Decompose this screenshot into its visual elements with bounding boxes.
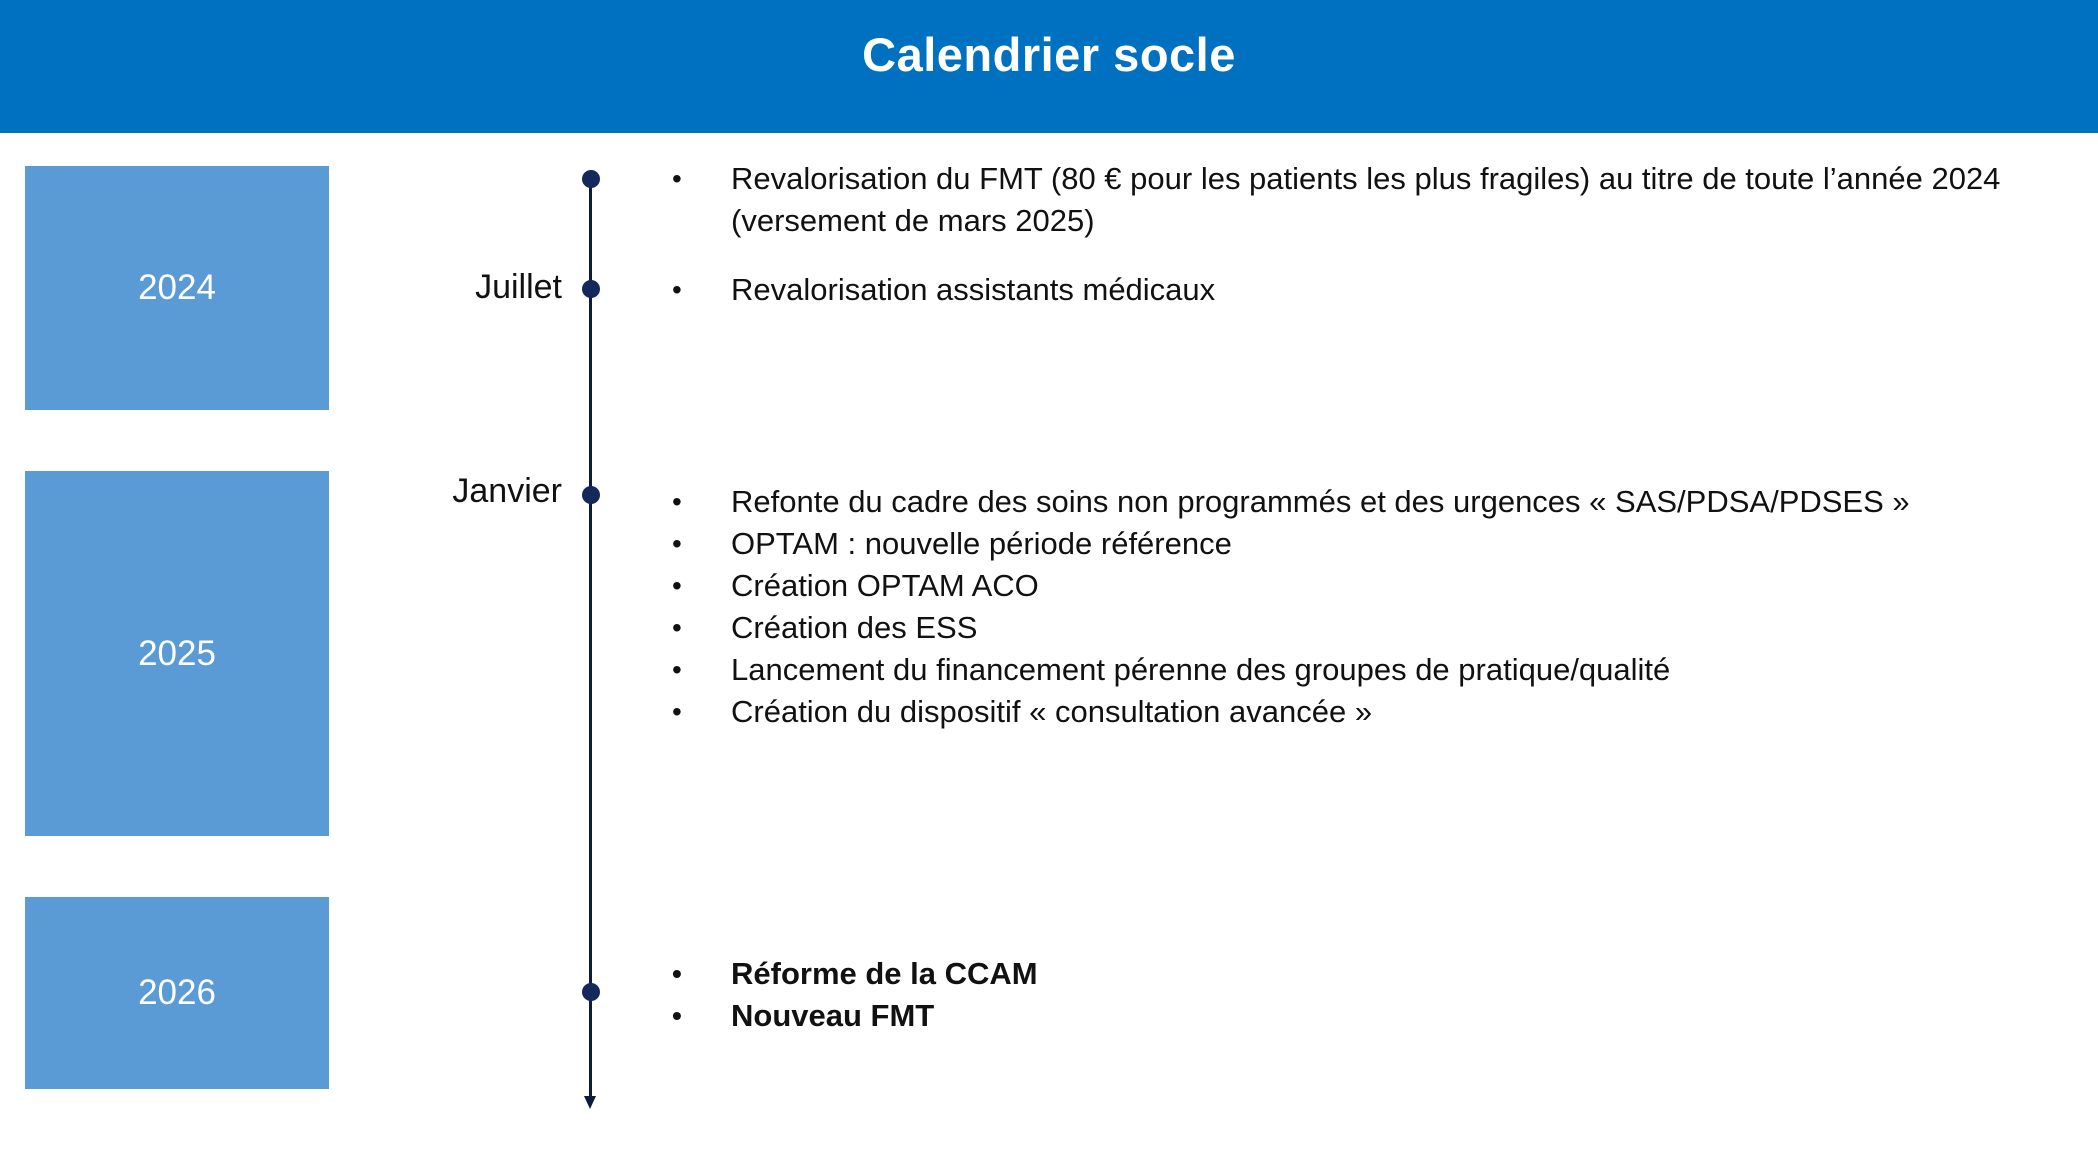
slide-header [0, 0, 2098, 133]
event-item: • Nouveau FMT [672, 995, 1038, 1037]
event-list-2024-start [672, 158, 2072, 242]
year-box-2024 [25, 166, 329, 410]
timeline-axis [589, 178, 592, 1098]
month-label-juillet: Juillet [475, 268, 562, 306]
event-list-2026 [672, 953, 1038, 1037]
year-label-2025: 2025 [138, 633, 216, 673]
year-box-2025 [25, 471, 329, 836]
event-item: • Lancement du financement pérenne des groupes de pratique/qualité [672, 649, 1910, 691]
timeline-marker-2026 [582, 983, 600, 1001]
event-item: • Création OPTAM ACO [672, 565, 1910, 607]
event-item: • Revalorisation du FMT (80 € pour les patients les plus fragiles) au titre de toute l’année 2024 (versement de mars 2025) [672, 158, 2072, 242]
year-label-2026: 2026 [138, 973, 216, 1012]
event-item: • Réforme de la CCAM [672, 953, 1038, 995]
event-list-2024-juillet [672, 269, 1215, 311]
timeline-arrow-icon [584, 1096, 596, 1109]
event-item: • Refonte du cadre des soins non programmés et des urgences « SAS/PDSA/PDSES » [672, 481, 1910, 523]
event-item: • Création des ESS [672, 607, 1910, 649]
year-box-2026 [25, 897, 329, 1089]
timeline-marker-juillet [582, 280, 600, 298]
year-label-2024: 2024 [138, 268, 216, 307]
event-item: • OPTAM : nouvelle période référence [672, 523, 1910, 565]
timeline-marker-1 [582, 170, 600, 188]
month-label-janvier: Janvier [452, 472, 562, 510]
timeline-marker-janvier [582, 486, 600, 504]
event-item: • Création du dispositif « consultation avancée » [672, 691, 1910, 733]
slide-title: Calendrier socle [862, 28, 1236, 81]
event-list-2025-janvier [672, 481, 1910, 733]
event-item: • Revalorisation assistants médicaux [672, 269, 1215, 311]
